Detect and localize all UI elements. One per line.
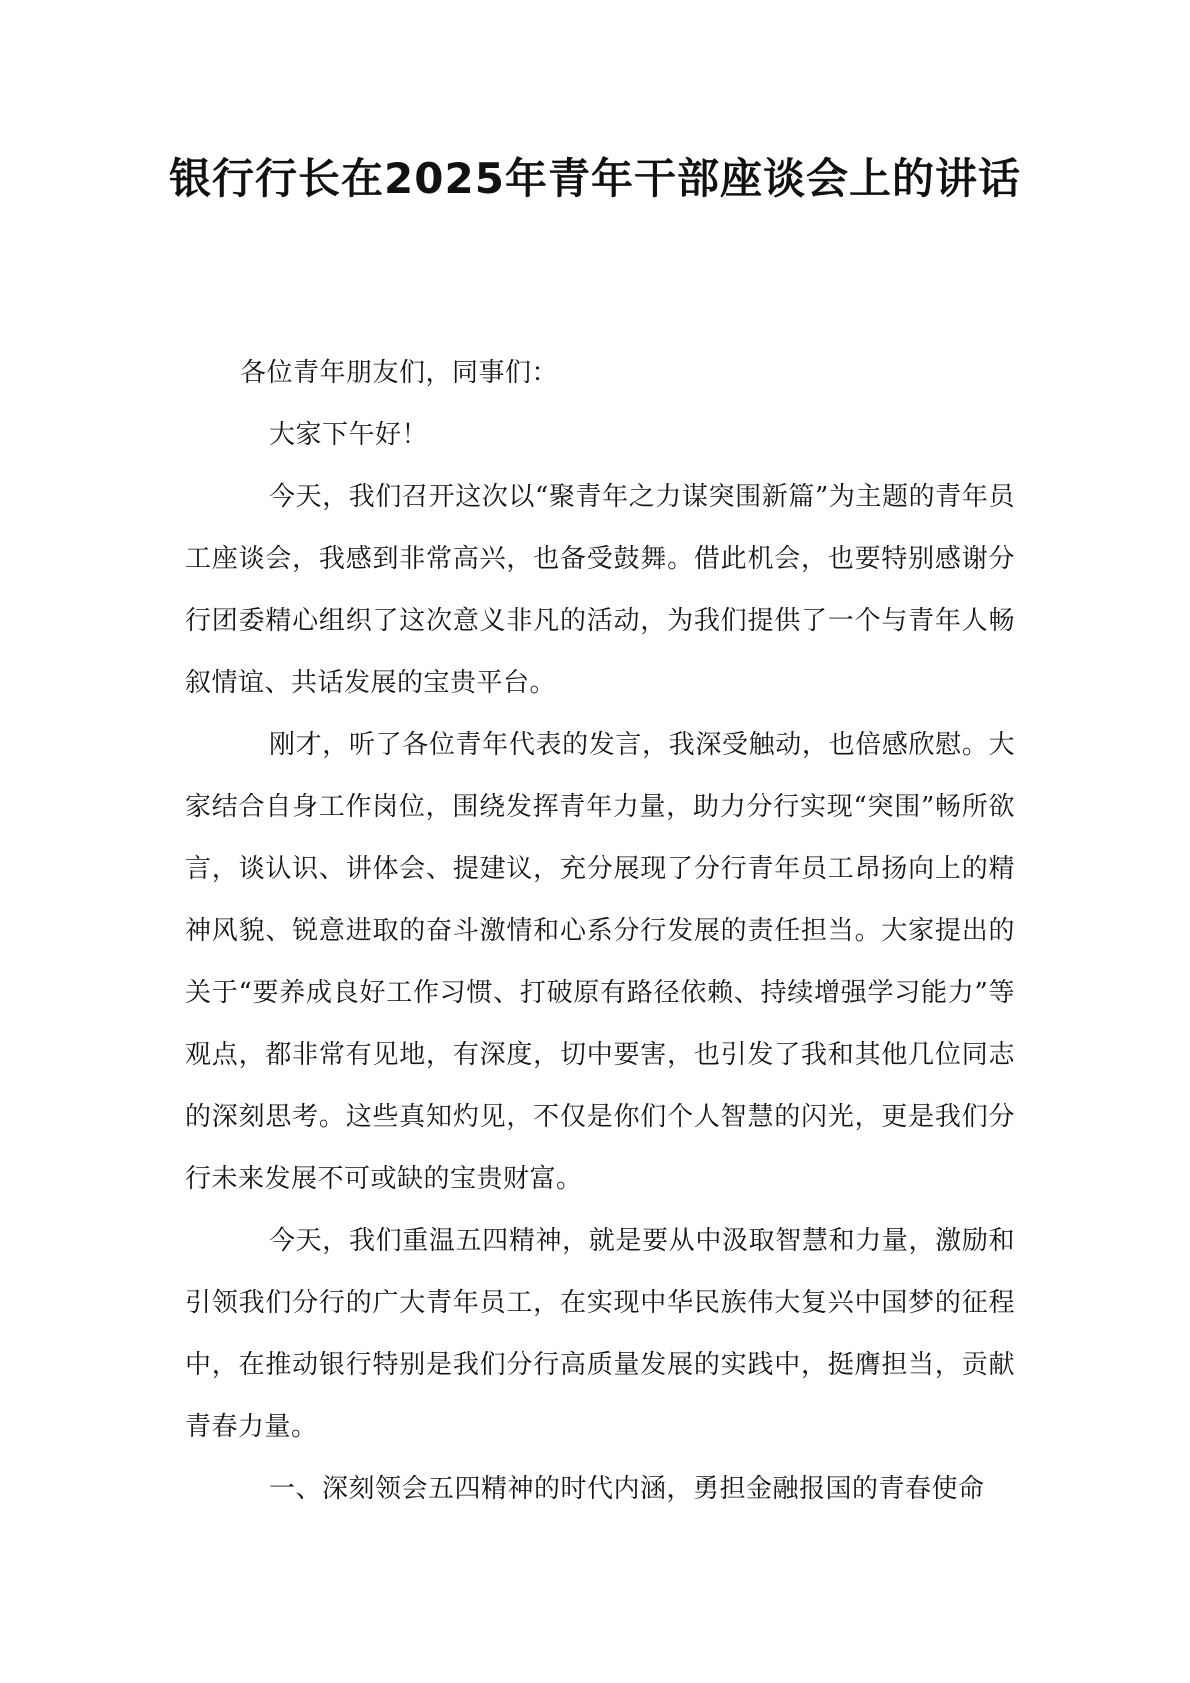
paragraph-3: 今天，我们重温五四精神，就是要从中汲取智慧和力量，激励和引领我们分行的广大青年员工，在实现中华民族伟大复兴中国梦的征程中，在推动银行特别是我们分行高质量发展的实践中，挺膺担当，贡献青春力量。 <box>185 1226 1015 1442</box>
paragraph-2: 刚才，听了各位青年代表的发言，我深受触动，也倍感欣慰。大家结合自身工作岗位，围绕发挥青年力量，助力分行实现“突围”畅所欲言，谈认识、讲体会、提建议，充分展现了分行青年员工昂扬向上的精神风貌、锐意进取的奋斗激情和心系分行发展的责任担当。大家提出的关于“要养成良好工作习惯、打破原有路径依赖、持续增强学习能力”等观点，都非常有见地，有深度，切中要害，也引发了我和其他几位同志的深刻思考。这些真知灼见，不仅是你们个人智慧的闪光，更是我们分行未来发展不可或缺的宝贵财富。 <box>185 730 1015 1194</box>
salutation: 各位青年朋友们，同事们： <box>240 358 559 388</box>
greeting: 大家下午好！ <box>269 420 429 450</box>
section-heading: 一、深刻领会五四精神的时代内涵，勇担金融报国的青春使命 <box>269 1474 985 1504</box>
paragraph-1: 今天，我们召开这次以“聚青年之力谋突围新篇”为主题的青年员工座谈会，我感到非常高兴，也备受鼓舞。借此机会，也要特别感谢分行团委精心组织了这次意义非凡的活动，为我们提供了一个与青年人畅叙情谊、共话发展的宝贵平台。 <box>185 482 1015 698</box>
document-body <box>185 342 1015 1520</box>
document-title: 银行行长在2025年青年干部座谈会上的讲话 <box>169 154 1021 203</box>
